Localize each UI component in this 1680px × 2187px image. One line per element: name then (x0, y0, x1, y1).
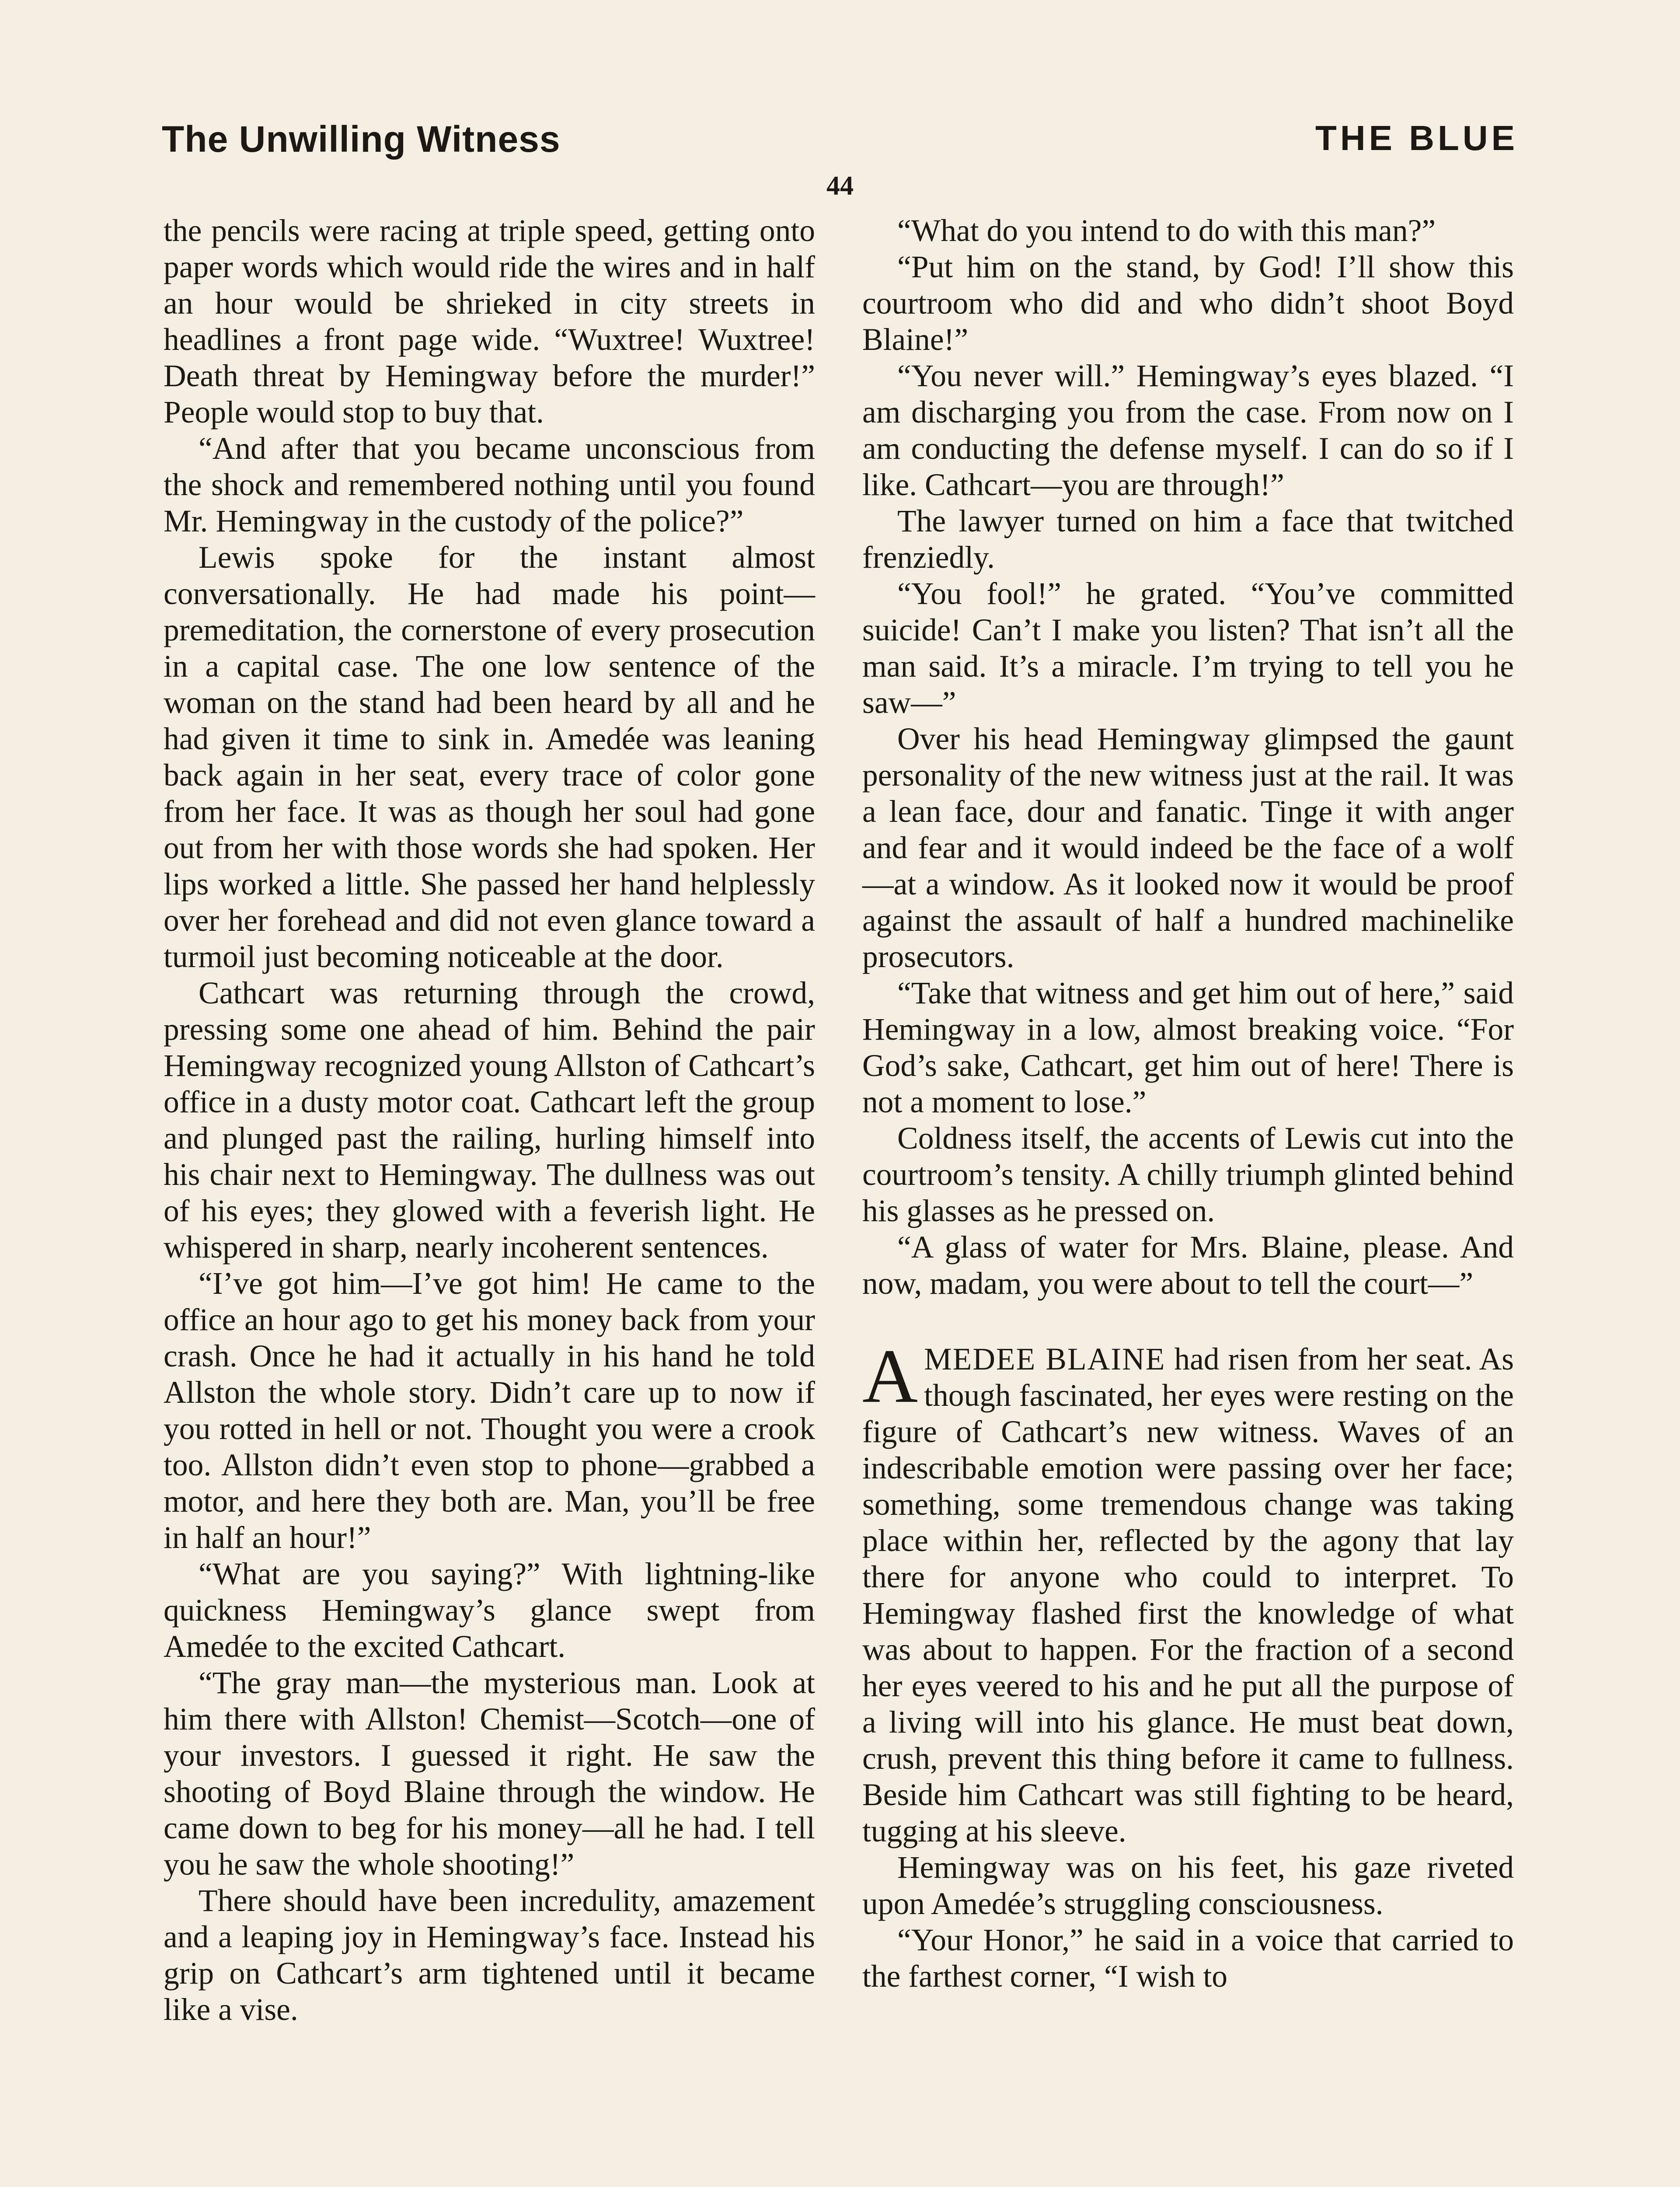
drop-cap: A (862, 1334, 918, 1419)
paragraph: “Put him on the stand, by God! I’ll show this courtroom who did and who didn’t shoot Boyd Blaine!” (862, 250, 1514, 357)
paragraph: “A glass of water for Mrs. Blaine, please. And now, madam, you were about to tell the court—” (862, 1230, 1514, 1301)
paragraph: Coldness itself, the accents of Lewis cut into the courtroom’s tensity. A chilly triumph glinted behind his glasses as he pressed on. (862, 1121, 1514, 1228)
paragraph: “Your Honor,” he said in a voice that carried to the farthest corner, “I wish to (862, 1923, 1514, 1994)
right-column (862, 213, 1514, 1995)
paragraph: “The gray man—the mysterious man. Look at him there with Allston! Chemist—Scotch—one of your investors. I guessed it right. He saw the shooting of Boyd Blaine through the window. He came down to beg for his money—all he had. I tell you he saw the whole shooting!” (164, 1666, 815, 1882)
paragraph: The lawyer turned on him a face that twitched frenziedly. (862, 504, 1514, 575)
paragraph: “What do you intend to do with this man?” (897, 213, 1436, 248)
left-column (164, 213, 815, 2028)
paragraph: “Take that witness and get him out of here,” said Hemingway in a low, almost breaking voice. “For God’s sake, Cathcart, get him out of here! There is not a moment to lose.” (862, 976, 1514, 1119)
paragraph: Hemingway was on his feet, his gaze riveted upon Amedée’s struggling consciousness. (862, 1850, 1514, 1921)
paragraph: Over his head Hemingway glimpsed the gaunt personality of the new witness just at the rail. It was a lean face, dour and fanatic. Tinge it with anger and fear and it would indeed be the face of a wolf—at a window. As it looked now it would be proof against the assault of half a hundred machinelike prosecutors. (862, 722, 1514, 974)
lead-in-caps: MEDEE BLAINE (924, 1342, 1166, 1376)
paragraph: “What are you saying?” With lightning-like quickness Hemingway’s glance swept from Amedée to the excited Cathcart. (164, 1557, 815, 1664)
paragraph-text: had risen from her seat. As though fascinated, her eyes were resting on the figure of Cathcart’s new witness. Waves of an indescribable emotion were passing over her face; something, some tremendous change was taking place within her, reflected by the agony that lay there for anyone who could to interpret. To Hemingway flashed first the knowledge of what was about to happen. For the fraction of a second her eyes veered to his and he put all the purpose of a living will into his glance. He must beat down, crush, prevent this thing before it came to fullness. Beside him Cathcart was still fighting to be heard, tugging at his sleeve. (862, 1342, 1514, 1848)
page-number: 44 (826, 171, 854, 201)
section-opening-paragraph (862, 1334, 1514, 1849)
paragraph: “I’ve got him—I’ve got him! He came to the office an hour ago to get his money back from your crash. Once he had it actually in his hand he told Allston the whole story. Didn’t care up to now if you rotted in hell or not. Thought you were a crook too. Allston didn’t even stop to phone—grabbed a motor, and here they both are. Man, you’ll be free in half an hour!” (164, 1266, 815, 1555)
paragraph: Cathcart was returning through the crowd, pressing some one ahead of him. Behind the pair Hemingway recognized young Allston of Cathcart’s office in a dusty motor coat. Cathcart left the group and plunged past the railing, hurling himself into his chair next to Hemingway. The dullness was out of his eyes; they glowed with a feverish light. He whispered in sharp, nearly incoherent sentences. (164, 976, 815, 1265)
paragraph: the pencils were racing at triple speed, getting onto paper words which would ride the wires and in half an hour would be shrieked in city streets in headlines a front page wide. “Wuxtree! Wuxtree! Death threat by Hemingway before the murder!” People would stop to buy that. (164, 213, 815, 430)
paragraph: “You fool!” he grated. “You’ve committed suicide! Can’t I make you listen? That isn’t all the man said. It’s a miracle. I’m trying to tell you he saw—” (862, 576, 1514, 720)
magazine-name: THE BLUE (1315, 119, 1518, 157)
paragraph: “You never will.” Hemingway’s eyes blazed. “I am discharging you from the case. From now on I am conducting the defense myself. I can do so if I like. Cathcart—you are through!” (862, 359, 1514, 502)
section-break (862, 1302, 1514, 1341)
paragraph: Lewis spoke for the instant almost conversationally. He had made his point—premeditation, the cornerstone of every prosecution in a capital case. The one low sentence of the woman on the stand had been heard by all and he had given it time to sink in. Amedée was leaning back again in her seat, every trace of color gone from her face. It was as though her soul had gone out from her with those words she had spoken. Her lips worked a little. She passed her hand helplessly over her forehead and did not even glance toward a turmoil just becoming noticeable at the door. (164, 540, 815, 974)
paragraph: There should have been incredulity, amazement and a leaping joy in Hemingway’s face. Instead his grip on Cathcart’s arm tightened until it became like a vise. (164, 1883, 815, 2027)
story-title: The Unwilling Witness (162, 119, 561, 160)
paragraph: “And after that you became unconscious from the shock and remembered nothing until you found Mr. Hemingway in the custody of the police?” (164, 431, 815, 538)
